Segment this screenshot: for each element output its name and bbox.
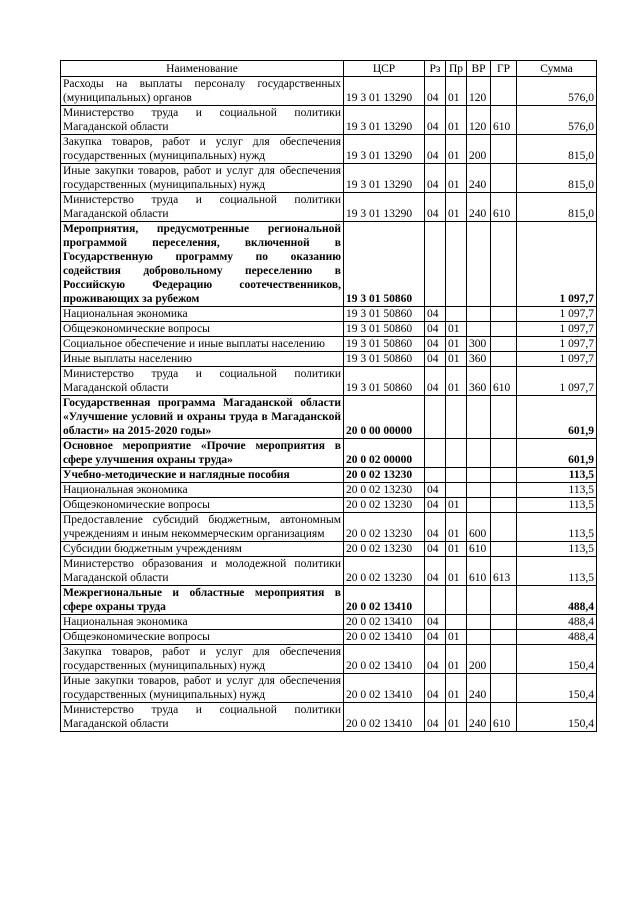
table-row <box>61 77 597 106</box>
cell-csr: 20 0 02 13230 <box>344 468 425 483</box>
cell-sum: 150,4 <box>517 645 597 674</box>
cell-csr: 19 3 01 50860 <box>344 352 425 367</box>
table-row <box>61 498 597 513</box>
cell-vr <box>467 396 491 439</box>
cell-name: Министерство труда и социальной политики Магаданской области <box>61 703 344 732</box>
header-rz: Рз <box>425 61 446 77</box>
cell-gr <box>491 135 517 164</box>
cell-pr: 01 <box>446 164 467 193</box>
cell-rz: 04 <box>425 615 446 630</box>
cell-sum: 113,5 <box>517 483 597 498</box>
cell-csr: 20 0 00 00000 <box>344 396 425 439</box>
table-row <box>61 483 597 498</box>
cell-gr <box>491 615 517 630</box>
table-row <box>61 557 597 586</box>
cell-gr <box>491 586 517 615</box>
cell-csr: 20 0 02 13410 <box>344 630 425 645</box>
table-row <box>61 135 597 164</box>
table-row <box>61 106 597 135</box>
cell-rz: 04 <box>425 106 446 135</box>
table-body <box>61 77 597 732</box>
cell-csr: 19 3 01 50860 <box>344 337 425 352</box>
cell-gr <box>491 164 517 193</box>
cell-name: Иные закупки товаров, работ и услуг для обеспечения государственных (муниципальных) нужд <box>61 674 344 703</box>
header-name: Наименование <box>61 61 344 77</box>
cell-pr: 01 <box>446 513 467 542</box>
cell-csr: 19 3 01 13290 <box>344 135 425 164</box>
cell-pr <box>446 307 467 322</box>
cell-rz: 04 <box>425 337 446 352</box>
cell-rz: 04 <box>425 557 446 586</box>
table-row <box>61 703 597 732</box>
table-row <box>61 337 597 352</box>
cell-pr: 01 <box>446 106 467 135</box>
cell-name: Общеэкономические вопросы <box>61 498 344 513</box>
cell-gr <box>491 337 517 352</box>
cell-rz: 04 <box>425 703 446 732</box>
table-row <box>61 674 597 703</box>
cell-gr <box>491 352 517 367</box>
cell-name: Субсидии бюджетным учреждениям <box>61 542 344 557</box>
cell-pr: 01 <box>446 645 467 674</box>
cell-pr <box>446 468 467 483</box>
cell-gr <box>491 77 517 106</box>
cell-pr <box>446 396 467 439</box>
cell-gr <box>491 483 517 498</box>
cell-gr: 610 <box>491 106 517 135</box>
cell-vr: 240 <box>467 674 491 703</box>
cell-vr: 120 <box>467 77 491 106</box>
cell-pr: 01 <box>446 703 467 732</box>
cell-gr <box>491 439 517 468</box>
table-row <box>61 307 597 322</box>
cell-name: Министерство труда и социальной политики Магаданской области <box>61 106 344 135</box>
cell-rz: 04 <box>425 135 446 164</box>
cell-rz: 04 <box>425 352 446 367</box>
cell-rz: 04 <box>425 645 446 674</box>
table-row <box>61 468 597 483</box>
cell-rz: 04 <box>425 498 446 513</box>
table-row <box>61 630 597 645</box>
table-row <box>61 322 597 337</box>
cell-sum: 150,4 <box>517 703 597 732</box>
cell-sum: 1 097,7 <box>517 367 597 396</box>
cell-sum: 488,4 <box>517 615 597 630</box>
cell-vr <box>467 498 491 513</box>
table-row <box>61 367 597 396</box>
cell-pr: 01 <box>446 674 467 703</box>
cell-name: Национальная экономика <box>61 615 344 630</box>
header-gr: ГР <box>491 61 517 77</box>
cell-vr: 300 <box>467 337 491 352</box>
header-vr: ВР <box>467 61 491 77</box>
cell-pr: 01 <box>446 367 467 396</box>
cell-pr <box>446 439 467 468</box>
cell-name: Расходы на выплаты персоналу государственных (муниципальных) органов <box>61 77 344 106</box>
cell-sum: 488,4 <box>517 586 597 615</box>
table-row <box>61 645 597 674</box>
cell-sum: 113,5 <box>517 498 597 513</box>
cell-rz: 04 <box>425 513 446 542</box>
cell-name: Мероприятия, предусмотренные региональной программой переселения, включенной в Государственную программу по оказанию содействия добровольному переселению в Российскую Федерацию соотечественников, проживающих за рубежом <box>61 222 344 307</box>
cell-name: Министерство образования и молодежной политики Магаданской области <box>61 557 344 586</box>
cell-vr: 200 <box>467 645 491 674</box>
cell-name: Основное мероприятие «Прочие мероприятия в сфере улучшения охраны труда» <box>61 439 344 468</box>
cell-csr: 20 0 02 13230 <box>344 483 425 498</box>
cell-csr: 20 0 02 13230 <box>344 542 425 557</box>
header-sum: Сумма <box>517 61 597 77</box>
cell-csr: 20 0 02 13410 <box>344 586 425 615</box>
cell-pr: 01 <box>446 352 467 367</box>
cell-vr <box>467 615 491 630</box>
cell-name: Общеэкономические вопросы <box>61 322 344 337</box>
cell-csr: 20 0 02 13410 <box>344 615 425 630</box>
cell-sum: 815,0 <box>517 164 597 193</box>
cell-sum: 1 097,7 <box>517 352 597 367</box>
cell-vr <box>467 586 491 615</box>
cell-gr: 613 <box>491 557 517 586</box>
table-header <box>61 61 597 77</box>
cell-rz: 04 <box>425 367 446 396</box>
cell-gr: 610 <box>491 703 517 732</box>
cell-gr <box>491 645 517 674</box>
cell-pr: 01 <box>446 135 467 164</box>
cell-vr <box>467 307 491 322</box>
cell-name: Иные выплаты населению <box>61 352 344 367</box>
cell-gr <box>491 513 517 542</box>
table-row <box>61 193 597 222</box>
cell-vr: 240 <box>467 703 491 732</box>
cell-rz: 04 <box>425 77 446 106</box>
cell-csr: 19 3 01 50860 <box>344 222 425 307</box>
cell-name: Социальное обеспечение и иные выплаты населению <box>61 337 344 352</box>
cell-gr <box>491 468 517 483</box>
cell-pr: 01 <box>446 337 467 352</box>
cell-rz: 04 <box>425 542 446 557</box>
cell-pr: 01 <box>446 630 467 645</box>
cell-pr <box>446 483 467 498</box>
cell-rz: 04 <box>425 674 446 703</box>
header-pr: Пр <box>446 61 467 77</box>
cell-gr <box>491 322 517 337</box>
table-row <box>61 222 597 307</box>
cell-pr: 01 <box>446 322 467 337</box>
cell-rz: 04 <box>425 483 446 498</box>
cell-csr: 19 3 01 50860 <box>344 307 425 322</box>
cell-sum: 1 097,7 <box>517 222 597 307</box>
cell-gr <box>491 674 517 703</box>
cell-rz <box>425 468 446 483</box>
cell-name: Закупка товаров, работ и услуг для обеспечения государственных (муниципальных) нужд <box>61 135 344 164</box>
cell-sum: 576,0 <box>517 77 597 106</box>
cell-pr: 01 <box>446 77 467 106</box>
cell-csr: 19 3 01 13290 <box>344 106 425 135</box>
table-row <box>61 164 597 193</box>
cell-gr <box>491 630 517 645</box>
cell-sum: 601,9 <box>517 396 597 439</box>
cell-rz: 04 <box>425 322 446 337</box>
cell-csr: 20 0 02 00000 <box>344 439 425 468</box>
cell-vr: 240 <box>467 164 491 193</box>
cell-pr: 01 <box>446 193 467 222</box>
cell-sum: 1 097,7 <box>517 322 597 337</box>
cell-vr: 610 <box>467 542 491 557</box>
cell-pr: 01 <box>446 542 467 557</box>
cell-vr: 610 <box>467 557 491 586</box>
cell-sum: 113,5 <box>517 468 597 483</box>
cell-csr: 19 3 01 13290 <box>344 193 425 222</box>
cell-gr <box>491 396 517 439</box>
header-csr: ЦСР <box>344 61 425 77</box>
cell-pr <box>446 586 467 615</box>
cell-csr: 19 3 01 13290 <box>344 164 425 193</box>
cell-vr <box>467 222 491 307</box>
cell-name: Иные закупки товаров, работ и услуг для обеспечения государственных (муниципальных) нужд <box>61 164 344 193</box>
cell-sum: 113,5 <box>517 557 597 586</box>
cell-rz: 04 <box>425 307 446 322</box>
cell-sum: 113,5 <box>517 542 597 557</box>
cell-gr: 610 <box>491 193 517 222</box>
cell-gr <box>491 498 517 513</box>
cell-rz <box>425 222 446 307</box>
cell-rz: 04 <box>425 193 446 222</box>
cell-csr: 20 0 02 13410 <box>344 645 425 674</box>
cell-rz <box>425 439 446 468</box>
cell-vr: 120 <box>467 106 491 135</box>
table-row <box>61 439 597 468</box>
cell-sum: 815,0 <box>517 193 597 222</box>
cell-csr: 20 0 02 13410 <box>344 703 425 732</box>
cell-name: Национальная экономика <box>61 483 344 498</box>
cell-name: Учебно-методические и наглядные пособия <box>61 468 344 483</box>
table-row <box>61 513 597 542</box>
cell-csr: 20 0 02 13230 <box>344 513 425 542</box>
cell-name: Министерство труда и социальной политики Магаданской области <box>61 193 344 222</box>
cell-vr <box>467 630 491 645</box>
cell-name: Общеэкономические вопросы <box>61 630 344 645</box>
cell-csr: 20 0 02 13230 <box>344 557 425 586</box>
cell-sum: 815,0 <box>517 135 597 164</box>
table-row <box>61 352 597 367</box>
cell-sum: 1 097,7 <box>517 337 597 352</box>
cell-pr <box>446 615 467 630</box>
cell-vr: 200 <box>467 135 491 164</box>
cell-rz <box>425 396 446 439</box>
cell-name: Государственная программа Магаданской области «Улучшение условий и охраны труда в Магаданской области» на 2015-2020 годы» <box>61 396 344 439</box>
header-row <box>61 61 597 77</box>
cell-sum: 1 097,7 <box>517 307 597 322</box>
table-row <box>61 542 597 557</box>
cell-name: Министерство труда и социальной политики Магаданской области <box>61 367 344 396</box>
cell-vr <box>467 468 491 483</box>
cell-gr <box>491 307 517 322</box>
cell-gr: 610 <box>491 367 517 396</box>
cell-sum: 576,0 <box>517 106 597 135</box>
cell-rz: 04 <box>425 164 446 193</box>
cell-csr: 20 0 02 13410 <box>344 674 425 703</box>
cell-pr: 01 <box>446 557 467 586</box>
cell-name: Национальная экономика <box>61 307 344 322</box>
table-row <box>61 396 597 439</box>
cell-pr <box>446 222 467 307</box>
cell-sum: 150,4 <box>517 674 597 703</box>
cell-sum: 113,5 <box>517 513 597 542</box>
cell-vr: 600 <box>467 513 491 542</box>
cell-csr: 19 3 01 50860 <box>344 322 425 337</box>
cell-vr <box>467 483 491 498</box>
cell-vr <box>467 439 491 468</box>
cell-csr: 20 0 02 13230 <box>344 498 425 513</box>
cell-rz: 04 <box>425 630 446 645</box>
budget-table <box>60 60 597 732</box>
cell-sum: 601,9 <box>517 439 597 468</box>
cell-name: Предоставление субсидий бюджетным, автономным учреждениям и иным некоммерческим организациям <box>61 513 344 542</box>
cell-name: Закупка товаров, работ и услуг для обеспечения государственных (муниципальных) нужд <box>61 645 344 674</box>
cell-vr: 360 <box>467 352 491 367</box>
cell-vr <box>467 322 491 337</box>
cell-gr <box>491 222 517 307</box>
cell-csr: 19 3 01 50860 <box>344 367 425 396</box>
cell-sum: 488,4 <box>517 630 597 645</box>
cell-pr: 01 <box>446 498 467 513</box>
cell-vr: 360 <box>467 367 491 396</box>
cell-csr: 19 3 01 13290 <box>344 77 425 106</box>
cell-vr: 240 <box>467 193 491 222</box>
cell-rz <box>425 586 446 615</box>
table-row <box>61 615 597 630</box>
cell-name: Межрегиональные и областные мероприятия в сфере охраны труда <box>61 586 344 615</box>
table-row <box>61 586 597 615</box>
cell-gr <box>491 542 517 557</box>
